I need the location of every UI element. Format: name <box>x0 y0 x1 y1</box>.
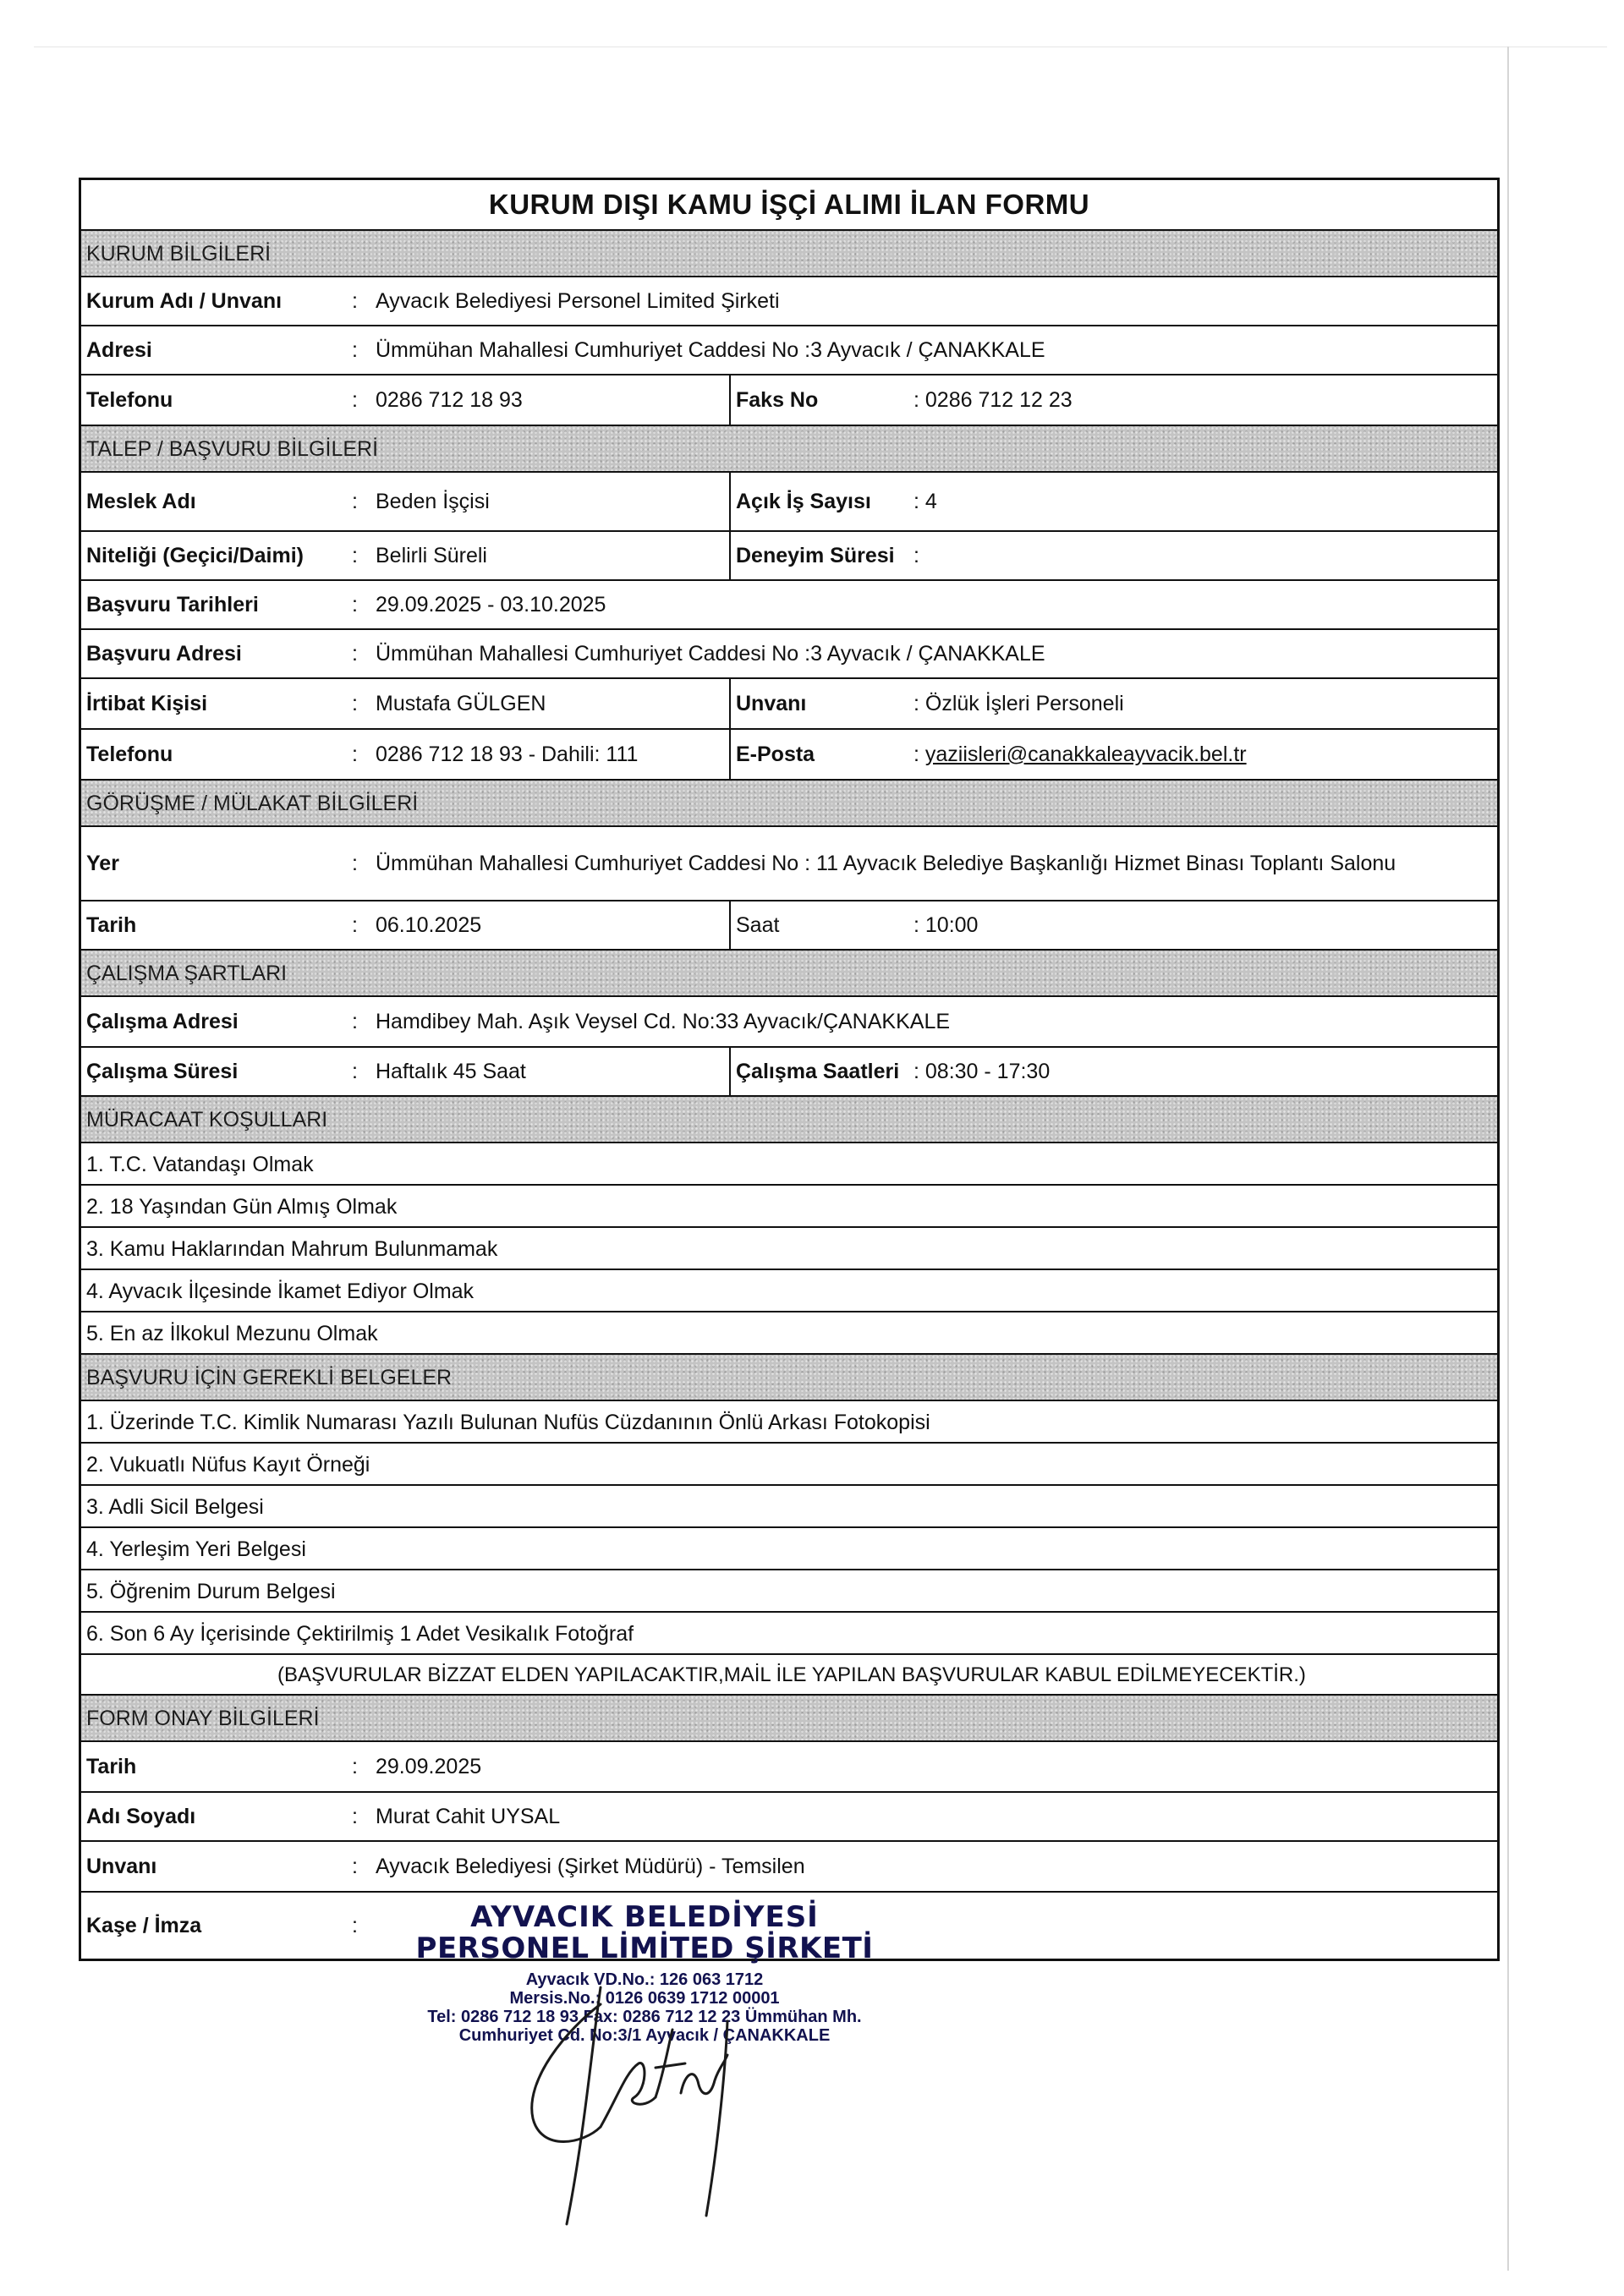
value-kurum-adres: Ümmühan Mahallesi Cumhuriyet Caddesi No :3 Ayvacık / ÇANAKKALE <box>376 337 1045 362</box>
stamp-line-5: Tel: 0286 712 18 93 Fax: 0286 712 12 23 Ümmühan Mh. <box>427 2008 862 2026</box>
section-kurum: KURUM BİLGİLERİ <box>81 229 1497 276</box>
colon: : <box>352 641 358 666</box>
value-faks: : 0286 712 12 23 <box>914 387 1073 412</box>
label-faks: Faks No <box>729 375 914 425</box>
colon: : <box>352 851 358 875</box>
section-belgeler: BAŞVURU İÇİN GEREKLİ BELGELER <box>81 1353 1497 1400</box>
colon: : <box>352 1059 358 1083</box>
row-basvuru-adresi <box>81 628 1497 677</box>
label-kurum-adi: Kurum Adı / Unvanı <box>86 288 283 313</box>
value-kurum-adi: Ayvacık Belediyesi Personel Limited Şirketi <box>376 288 780 313</box>
row-onay-tarih <box>81 1740 1497 1791</box>
label-adi-soyadi: Adı Soyadı <box>86 1804 196 1828</box>
row-adi-soyadi <box>81 1791 1497 1840</box>
value-basvuru-tarihleri: 29.09.2025 - 03.10.2025 <box>376 592 606 616</box>
stamp-line-2: PERSONEL LİMİTED ŞİRKETİ <box>415 1932 874 1965</box>
value-meslek: Beden İşçisi <box>376 489 490 513</box>
stamp-line-6: Cumhuriyet Cd. No:3/1 Ayvacık / ÇANAKKALE <box>458 2026 831 2045</box>
value-onay-tarih: 29.09.2025 <box>376 1754 482 1778</box>
value-basvuru-adresi: Ümmühan Mahallesi Cumhuriyet Caddesi No :3 Ayvacık / ÇANAKKALE <box>376 641 1045 666</box>
application-note: (BAŞVURULAR BİZZAT ELDEN YAPILACAKTIR,MAİL İLE YAPILAN BAŞVURULAR KABUL EDİLMEYECEKTİR.) <box>81 1653 1497 1694</box>
colon: : <box>352 691 358 715</box>
value-talep-telefon: 0286 712 18 93 - Dahili: 111 <box>376 742 639 766</box>
stamp-line-1: AYVACIK BELEDİYESİ <box>470 1900 819 1934</box>
value-deneyim: : <box>914 543 919 567</box>
section-talep: TALEP / BAŞVURU BİLGİLERİ <box>81 425 1497 471</box>
section-onay: FORM ONAY BİLGİLERİ <box>81 1694 1497 1740</box>
stamp-line-4: Mersis.No.: 0126 0639 1712 00001 <box>509 1989 780 2008</box>
value-nitelik: Belirli Süreli <box>376 543 487 567</box>
value-acik-is: : 4 <box>914 489 937 513</box>
colon: : <box>352 1913 358 1937</box>
row-kurum-adi <box>81 276 1497 325</box>
list-item: 1. T.C. Vatandaşı Olmak <box>81 1142 1497 1184</box>
label-deneyim: Deneyim Süresi <box>729 532 914 579</box>
label-onay-tarih: Tarih <box>86 1754 137 1778</box>
list-item: 3. Adli Sicil Belgesi <box>81 1484 1497 1526</box>
section-calisma: ÇALIŞMA ŞARTLARI <box>81 949 1497 995</box>
label-yer: Yer <box>86 851 119 875</box>
label-irtibat: İrtibat Kişisi <box>86 691 208 715</box>
list-item: 4. Ayvacık İlçesinde İkamet Ediyor Olmak <box>81 1269 1497 1311</box>
value-irtibat: Mustafa GÜLGEN <box>376 691 546 715</box>
label-kase-imza: Kaşe / İmza <box>86 1913 202 1937</box>
colon: : <box>352 489 358 513</box>
colon: : <box>352 288 358 313</box>
label-meslek: Meslek Adı <box>86 489 196 513</box>
value-kurum-telefon: 0286 712 18 93 <box>376 387 523 412</box>
row-kurum-adres <box>81 325 1497 374</box>
email-link[interactable]: yaziisleri@canakkaleayvacik.bel.tr <box>924 742 1247 766</box>
label-calisma-suresi: Çalışma Süresi <box>86 1059 239 1083</box>
label-talep-telefon: Telefonu <box>86 742 173 766</box>
list-item: 5. En az İlkokul Mezunu Olmak <box>81 1311 1497 1353</box>
value-calisma-adresi: Hamdibey Mah. Aşık Veysel Cd. No:33 Ayvacık/ÇANAKKALE <box>376 1009 951 1033</box>
colon: : <box>352 337 358 362</box>
label-eposta: E-Posta <box>729 730 914 779</box>
label-saat: Saat <box>729 901 914 949</box>
row-gorusme-tarih <box>81 900 1497 949</box>
value-calisma-suresi: Haftalık 45 Saat <box>376 1059 526 1083</box>
value-gorusme-tarih: 06.10.2025 <box>376 912 482 937</box>
label-basvuru-tarihleri: Başvuru Tarihleri <box>86 592 259 616</box>
label-gorusme-tarih: Tarih <box>86 912 137 937</box>
row-meslek <box>81 471 1497 530</box>
value-saat: : 10:00 <box>914 912 979 937</box>
section-muracaat: MÜRACAAT KOŞULLARI <box>81 1095 1497 1142</box>
label-unvan: Unvanı <box>729 679 914 728</box>
row-irtibat <box>81 677 1497 728</box>
label-nitelik: Niteliği (Geçici/Daimi) <box>86 543 304 567</box>
label-kurum-adres: Adresi <box>86 337 152 362</box>
label-acik-is: Açık İş Sayısı <box>729 473 914 530</box>
list-item: 3. Kamu Haklarından Mahrum Bulunmamak <box>81 1226 1497 1269</box>
colon: : <box>352 543 358 567</box>
colon: : <box>352 592 358 616</box>
scan-edge-right <box>1507 47 1509 2271</box>
eposta-prefix: : <box>914 742 925 766</box>
colon: : <box>352 1754 358 1778</box>
row-calisma-adresi <box>81 995 1497 1046</box>
signature-icon <box>474 1970 761 2233</box>
value-unvan: : Özlük İşleri Personeli <box>914 691 1124 715</box>
colon: : <box>352 1854 358 1878</box>
section-gorusme: GÖRÜŞME / MÜLAKAT BİLGİLERİ <box>81 779 1497 825</box>
list-item: 1. Üzerinde T.C. Kimlik Numarası Yazılı Bulunan Nufüs Cüzdanının Önlü Arkası Fotokopisi <box>81 1400 1497 1442</box>
row-talep-telefon <box>81 728 1497 779</box>
list-item: 2. 18 Yaşından Gün Almış Olmak <box>81 1184 1497 1226</box>
value-onay-unvan: Ayvacık Belediyesi (Şirket Müdürü) - Temsilen <box>376 1854 805 1878</box>
form-title: KURUM DIŞI KAMU İŞÇİ ALIMI İLAN FORMU <box>488 189 1090 220</box>
value-yer: Ümmühan Mahallesi Cumhuriyet Caddesi No : 11 Ayvacık Belediye Başkanlığı Hizmet Binası Toplantı Salonu <box>376 851 1396 875</box>
job-posting-form <box>79 178 1500 1961</box>
colon: : <box>352 912 358 937</box>
colon: : <box>352 1009 358 1033</box>
list-item: 2. Vukuatlı Nüfus Kayıt Örneği <box>81 1442 1497 1484</box>
list-item: 5. Öğrenim Durum Belgesi <box>81 1569 1497 1611</box>
label-calisma-adresi: Çalışma Adresi <box>86 1009 239 1033</box>
row-nitelik <box>81 530 1497 579</box>
label-basvuru-adresi: Başvuru Adresi <box>86 641 242 666</box>
stamp-line-3: Ayvacık VD.No.: 126 063 1712 <box>525 1970 764 1989</box>
row-kurum-telefon <box>81 374 1497 425</box>
value-adi-soyadi: Murat Cahit UYSAL <box>376 1804 561 1828</box>
colon: : <box>352 387 358 412</box>
colon: : <box>352 1804 358 1828</box>
value-calisma-saatleri: : 08:30 - 17:30 <box>914 1059 1051 1083</box>
row-calisma-suresi <box>81 1046 1497 1095</box>
label-calisma-saatleri: Çalışma Saatleri <box>729 1048 914 1095</box>
value-eposta <box>914 743 1497 767</box>
label-onay-unvan: Unvanı <box>86 1854 157 1878</box>
list-item: 4. Yerleşim Yeri Belgesi <box>81 1526 1497 1569</box>
list-item: 6. Son 6 Ay İçerisinde Çektirilmiş 1 Adet Vesikalık Fotoğraf <box>81 1611 1497 1653</box>
label-kurum-telefon: Telefonu <box>86 387 173 412</box>
row-onay-unvan <box>81 1840 1497 1891</box>
row-yer <box>81 825 1497 900</box>
row-basvuru-tarihleri <box>81 579 1497 628</box>
colon: : <box>352 742 358 766</box>
